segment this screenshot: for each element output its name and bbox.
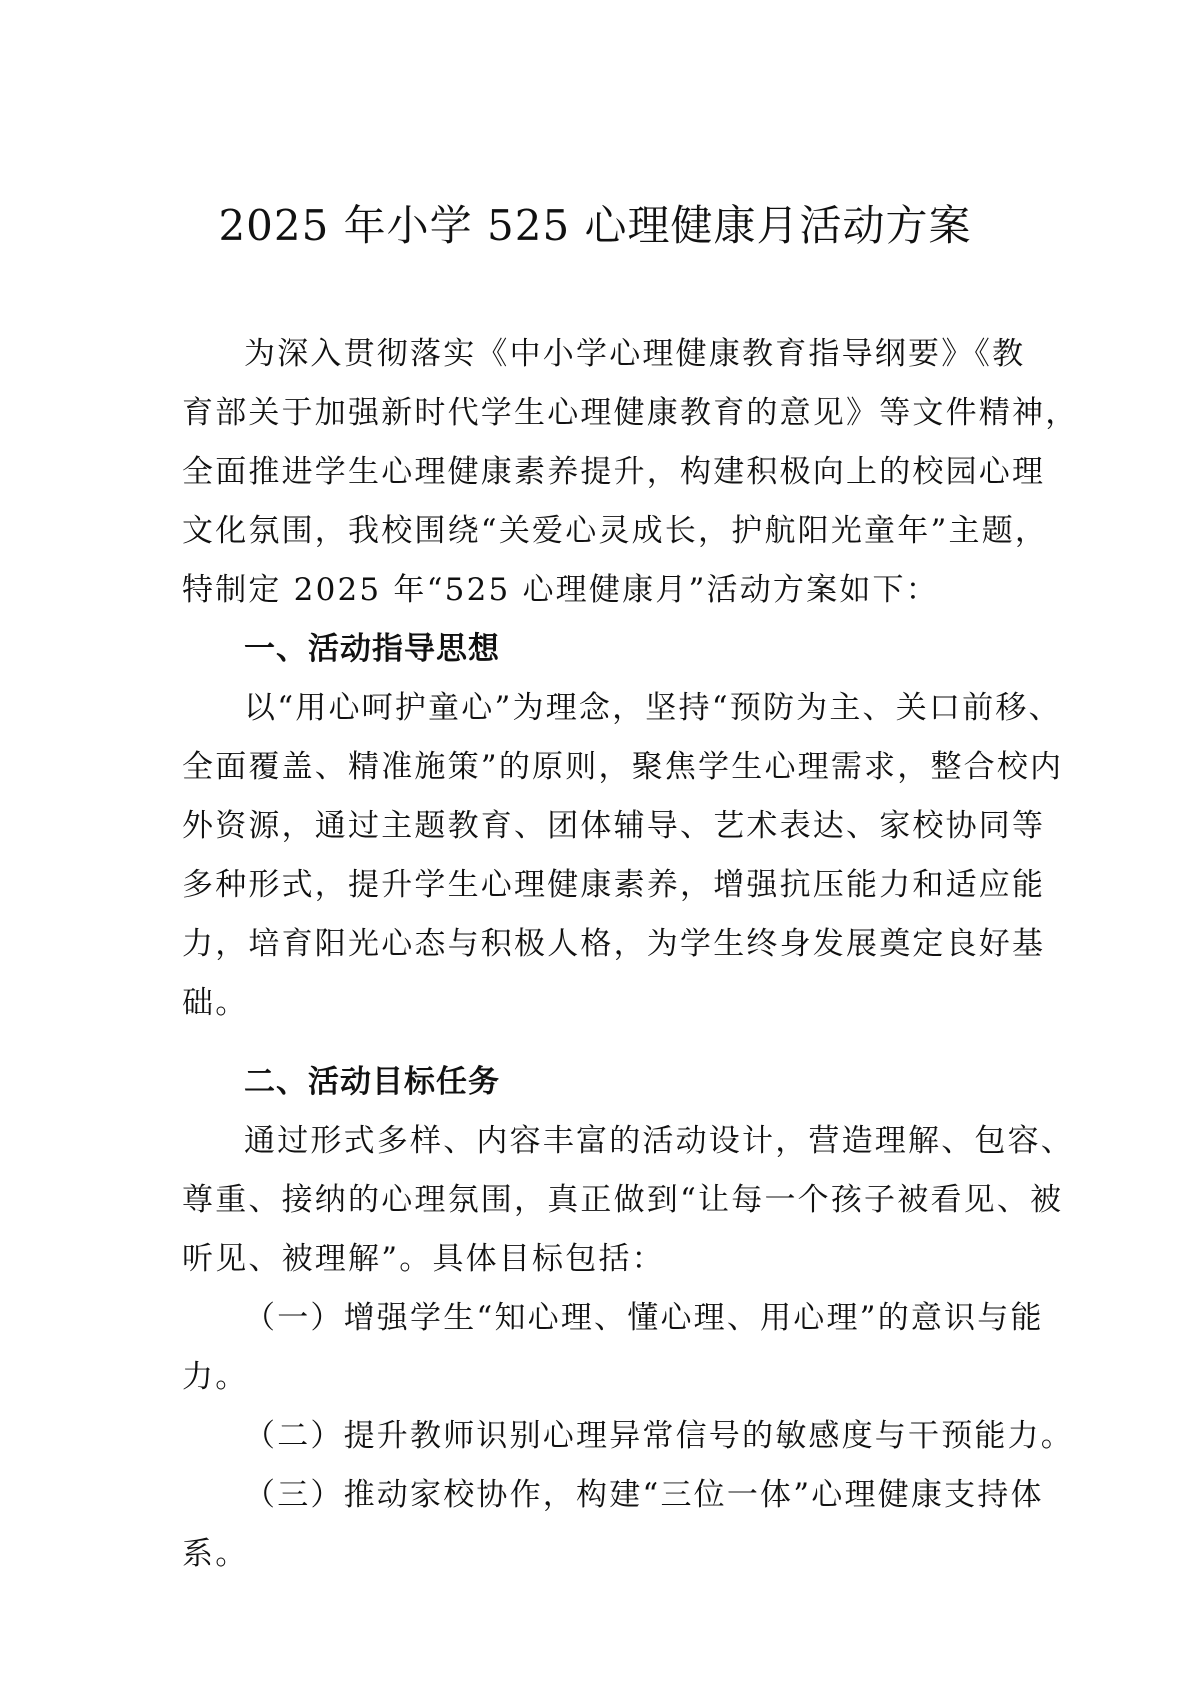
paragraph-line: 全面覆盖、精准施策”的原则，聚焦学生心理需求，整合校内 bbox=[182, 749, 1064, 785]
paragraph-line: 尊重、接纳的心理氛围，真正做到“让每一个孩子被看见、被 bbox=[182, 1182, 1064, 1218]
paragraph-line: 特制定 2025 年“525 心理健康月”活动方案如下： bbox=[182, 572, 939, 608]
paragraph-line: 础。 bbox=[182, 985, 249, 1021]
paragraph-line: 为深入贯彻落实《中小学心理健康教育指导纲要》《教 bbox=[244, 336, 1026, 372]
paragraph-line: 以“用心呵护童心”为理念，坚持“预防为主、关口前移、 bbox=[244, 690, 1062, 726]
paragraph-line: 文化氛围，我校围绕“关爱心灵成长，护航阳光童年”主题， bbox=[182, 513, 1049, 549]
paragraph-line: 听见、被理解”。具体目标包括： bbox=[182, 1241, 665, 1277]
paragraph-line: （三）推动家校协作，构建“三位一体”心理健康支持体 bbox=[244, 1477, 1044, 1513]
paragraph-line: 系。 bbox=[182, 1536, 249, 1572]
paragraph-line: 外资源，通过主题教育、团体辅导、艺术表达、家校协同等 bbox=[182, 808, 1046, 844]
paragraph-line: （一）增强学生“知心理、懂心理、用心理”的意识与能 bbox=[244, 1300, 1044, 1336]
document-body bbox=[182, 325, 1079, 1584]
paragraph-line: （二）提升教师识别心理异常信号的敏感度与干预能力。 bbox=[244, 1418, 1074, 1454]
section-heading: 一、活动指导思想 bbox=[244, 631, 500, 667]
paragraph-line: 全面推进学生心理健康素养提升，构建积极向上的校园心理 bbox=[182, 454, 1046, 490]
paragraph-line: 力。 bbox=[182, 1359, 249, 1395]
paragraph-line: 通过形式多样、内容丰富的活动设计，营造理解、包容、 bbox=[244, 1123, 1074, 1159]
document-title: 2025 年小学 525 心理健康月活动方案 bbox=[218, 201, 972, 250]
paragraph-gap bbox=[182, 1033, 1016, 1053]
paragraph-line: 力，培育阳光心态与积极人格，为学生终身发展奠定良好基 bbox=[182, 926, 1046, 962]
paragraph-line: 育部关于加强新时代学生心理健康教育的意见》等文件精神， bbox=[182, 395, 1079, 431]
paragraph-line: 多种形式，提升学生心理健康素养，增强抗压能力和适应能 bbox=[182, 867, 1046, 903]
section-heading: 二、活动目标任务 bbox=[244, 1064, 500, 1100]
